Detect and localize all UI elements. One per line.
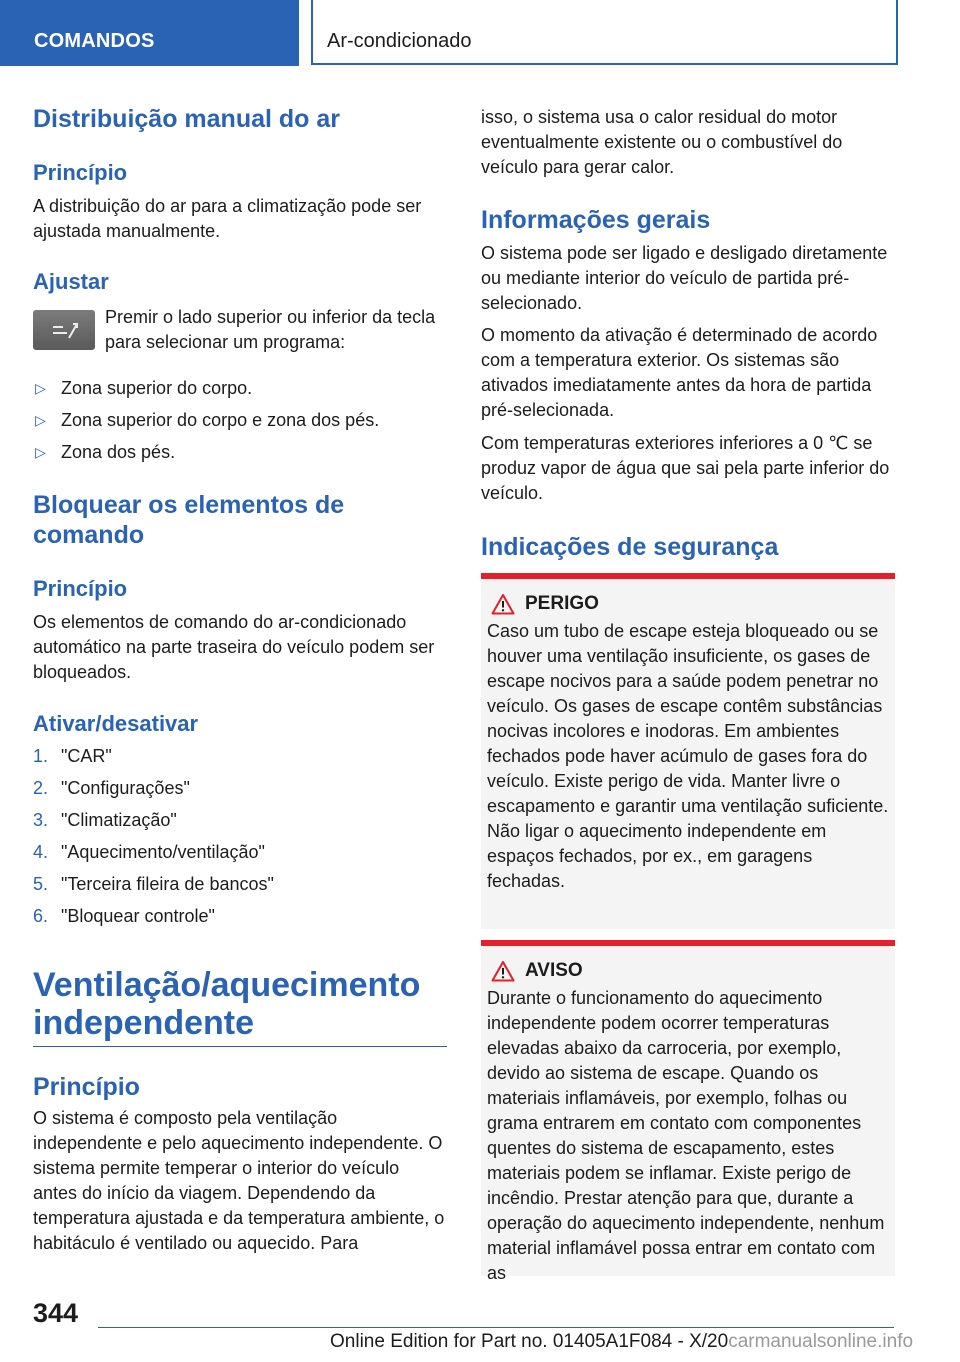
list-item: 1. "CAR" xyxy=(33,746,112,766)
activate-heading: Ativar/desativar xyxy=(33,711,199,736)
general-info-p3: Com temperaturas exteriores inferiores a 0 ℃ se produz vapor de água que sai pela parte inferior do veículo. xyxy=(481,433,890,503)
principle-text-1: A distribuição do ar para a climatização pode ser ajustada manualmente. xyxy=(33,196,422,241)
title-underline xyxy=(33,1046,447,1047)
principle-heading-1: Princípio xyxy=(33,160,128,185)
general-info-p2: O momento da ativação é determinado de acordo com a temperatura exterior. Os sistemas são ativados imediatamente antes da hora de partida pré-selecionada. xyxy=(481,325,878,420)
footer-rule xyxy=(98,1327,894,1328)
warning-box xyxy=(481,940,895,1283)
chapter-label: Ar-condicionado xyxy=(327,30,472,52)
footer-edition xyxy=(330,1331,913,1353)
principle-heading-2: Princípio xyxy=(33,576,128,601)
section-tab xyxy=(0,0,299,66)
warning-text: Durante o funcionamento do aquecimento independente podem ocorrer temperaturas elevadas abaixo da carroceria, por exemplo, devido ao sistema de escape. Quando os materiais inflamáveis, por exemplo, folhas ou grama entrarem em contato com componentes quentes do sistema de escapamento, estes materiais podem se inflamar. Existe perigo de incêndio. Prestar atenção para que, durante a operação do aquecimento independente, nenhum material inflamável possa entrar em contato com as xyxy=(487,988,885,1283)
principle-text-3: O sistema é composto pela ventilação independente e pelo aquecimento independente. O sistema permite temperar o interior do veículo antes do início da viagem. Dependendo da temperatura ajustada e da temperatura ambiente, o habitáculo é ventilado ou aquecido. Para xyxy=(33,1108,445,1253)
continuation-text: isso, o sistema usa o calor residual do motor eventualmente existente ou o combustível do veículo para gerar calor. xyxy=(481,107,843,177)
adjust-heading: Ajustar xyxy=(33,269,109,294)
warning-title: AVISO xyxy=(525,960,583,981)
general-info-p1: O sistema pode ser ligado e desligado diretamente ou mediante interior do veículo de partida pré-selecionado. xyxy=(481,243,888,313)
list-item: 3. "Climatização" xyxy=(33,810,177,830)
adjust-text: Premir o lado superior ou inferior da tecla para selecionar um programa: xyxy=(105,307,436,352)
triangle-bullet-icon: ▷ xyxy=(35,380,46,396)
section-label: COMANDOS xyxy=(34,30,155,52)
main-title: Ventilação/aquecimento independente xyxy=(33,966,421,1042)
danger-box xyxy=(481,573,895,929)
adjust-row xyxy=(33,305,447,360)
list-item: ▷ Zona superior do corpo. xyxy=(33,376,447,408)
air-distribution-button-image xyxy=(33,310,95,350)
chapter-tab xyxy=(311,0,898,65)
list-item: 5. "Terceira fileira de bancos" xyxy=(33,874,274,894)
safety-heading: Indicações de segurança xyxy=(481,533,779,561)
triangle-bullet-icon: ▷ xyxy=(35,412,46,428)
danger-title-row xyxy=(481,579,895,619)
section-title-air-distribution: Distribuição manual do ar xyxy=(33,105,341,133)
principle-heading-3: Princípio xyxy=(33,1073,140,1101)
list-item: 6. "Bloquear controle" xyxy=(33,906,215,926)
edition-text: Online Edition for Part no. 01405A1F084 - X/20 xyxy=(330,1331,729,1352)
danger-title: PERIGO xyxy=(525,593,599,614)
general-info-heading: Informações gerais xyxy=(481,206,711,234)
principle-text-2: Os elementos de comando do ar-condicionado automático na parte traseira do veículo podem ser bloqueados. xyxy=(33,612,435,682)
air-distribution-icon xyxy=(33,310,95,350)
list-item: ▷ Zona superior do corpo e zona dos pés. xyxy=(33,408,447,440)
list-item: ▷ Zona dos pés. xyxy=(33,440,447,472)
warning-triangle-icon xyxy=(491,960,515,982)
program-list xyxy=(33,376,447,472)
list-item: 2. "Configurações" xyxy=(33,778,190,798)
page-number: 344 xyxy=(33,1298,79,1328)
triangle-bullet-icon: ▷ xyxy=(35,444,46,460)
warning-title-row xyxy=(481,946,895,986)
section-title-lock-controls: Bloquear os elementos de comando xyxy=(33,491,345,549)
danger-text: Caso um tubo de escape esteja bloqueado ou se houver uma ventilação insuficiente, os gases de escape nocivos para a saúde podem penetrar no veículo. Os gases de escape contêm substâncias nocivas incolores e inodoras. Em ambientes fechados pode haver acúmulo de gases fora do veículo. Existe perigo de vida. Manter livre o escapamento e garantir uma ventilação suficiente. Não ligar o aquecimento independente em espaços fechados, por ex., em garagens fechadas. xyxy=(487,621,889,891)
list-item: 4. "Aquecimento/ventilação" xyxy=(33,842,265,862)
warning-triangle-icon xyxy=(491,593,515,615)
steps-list xyxy=(33,744,447,936)
watermark-text: carmanualsonline.info xyxy=(728,1331,914,1352)
